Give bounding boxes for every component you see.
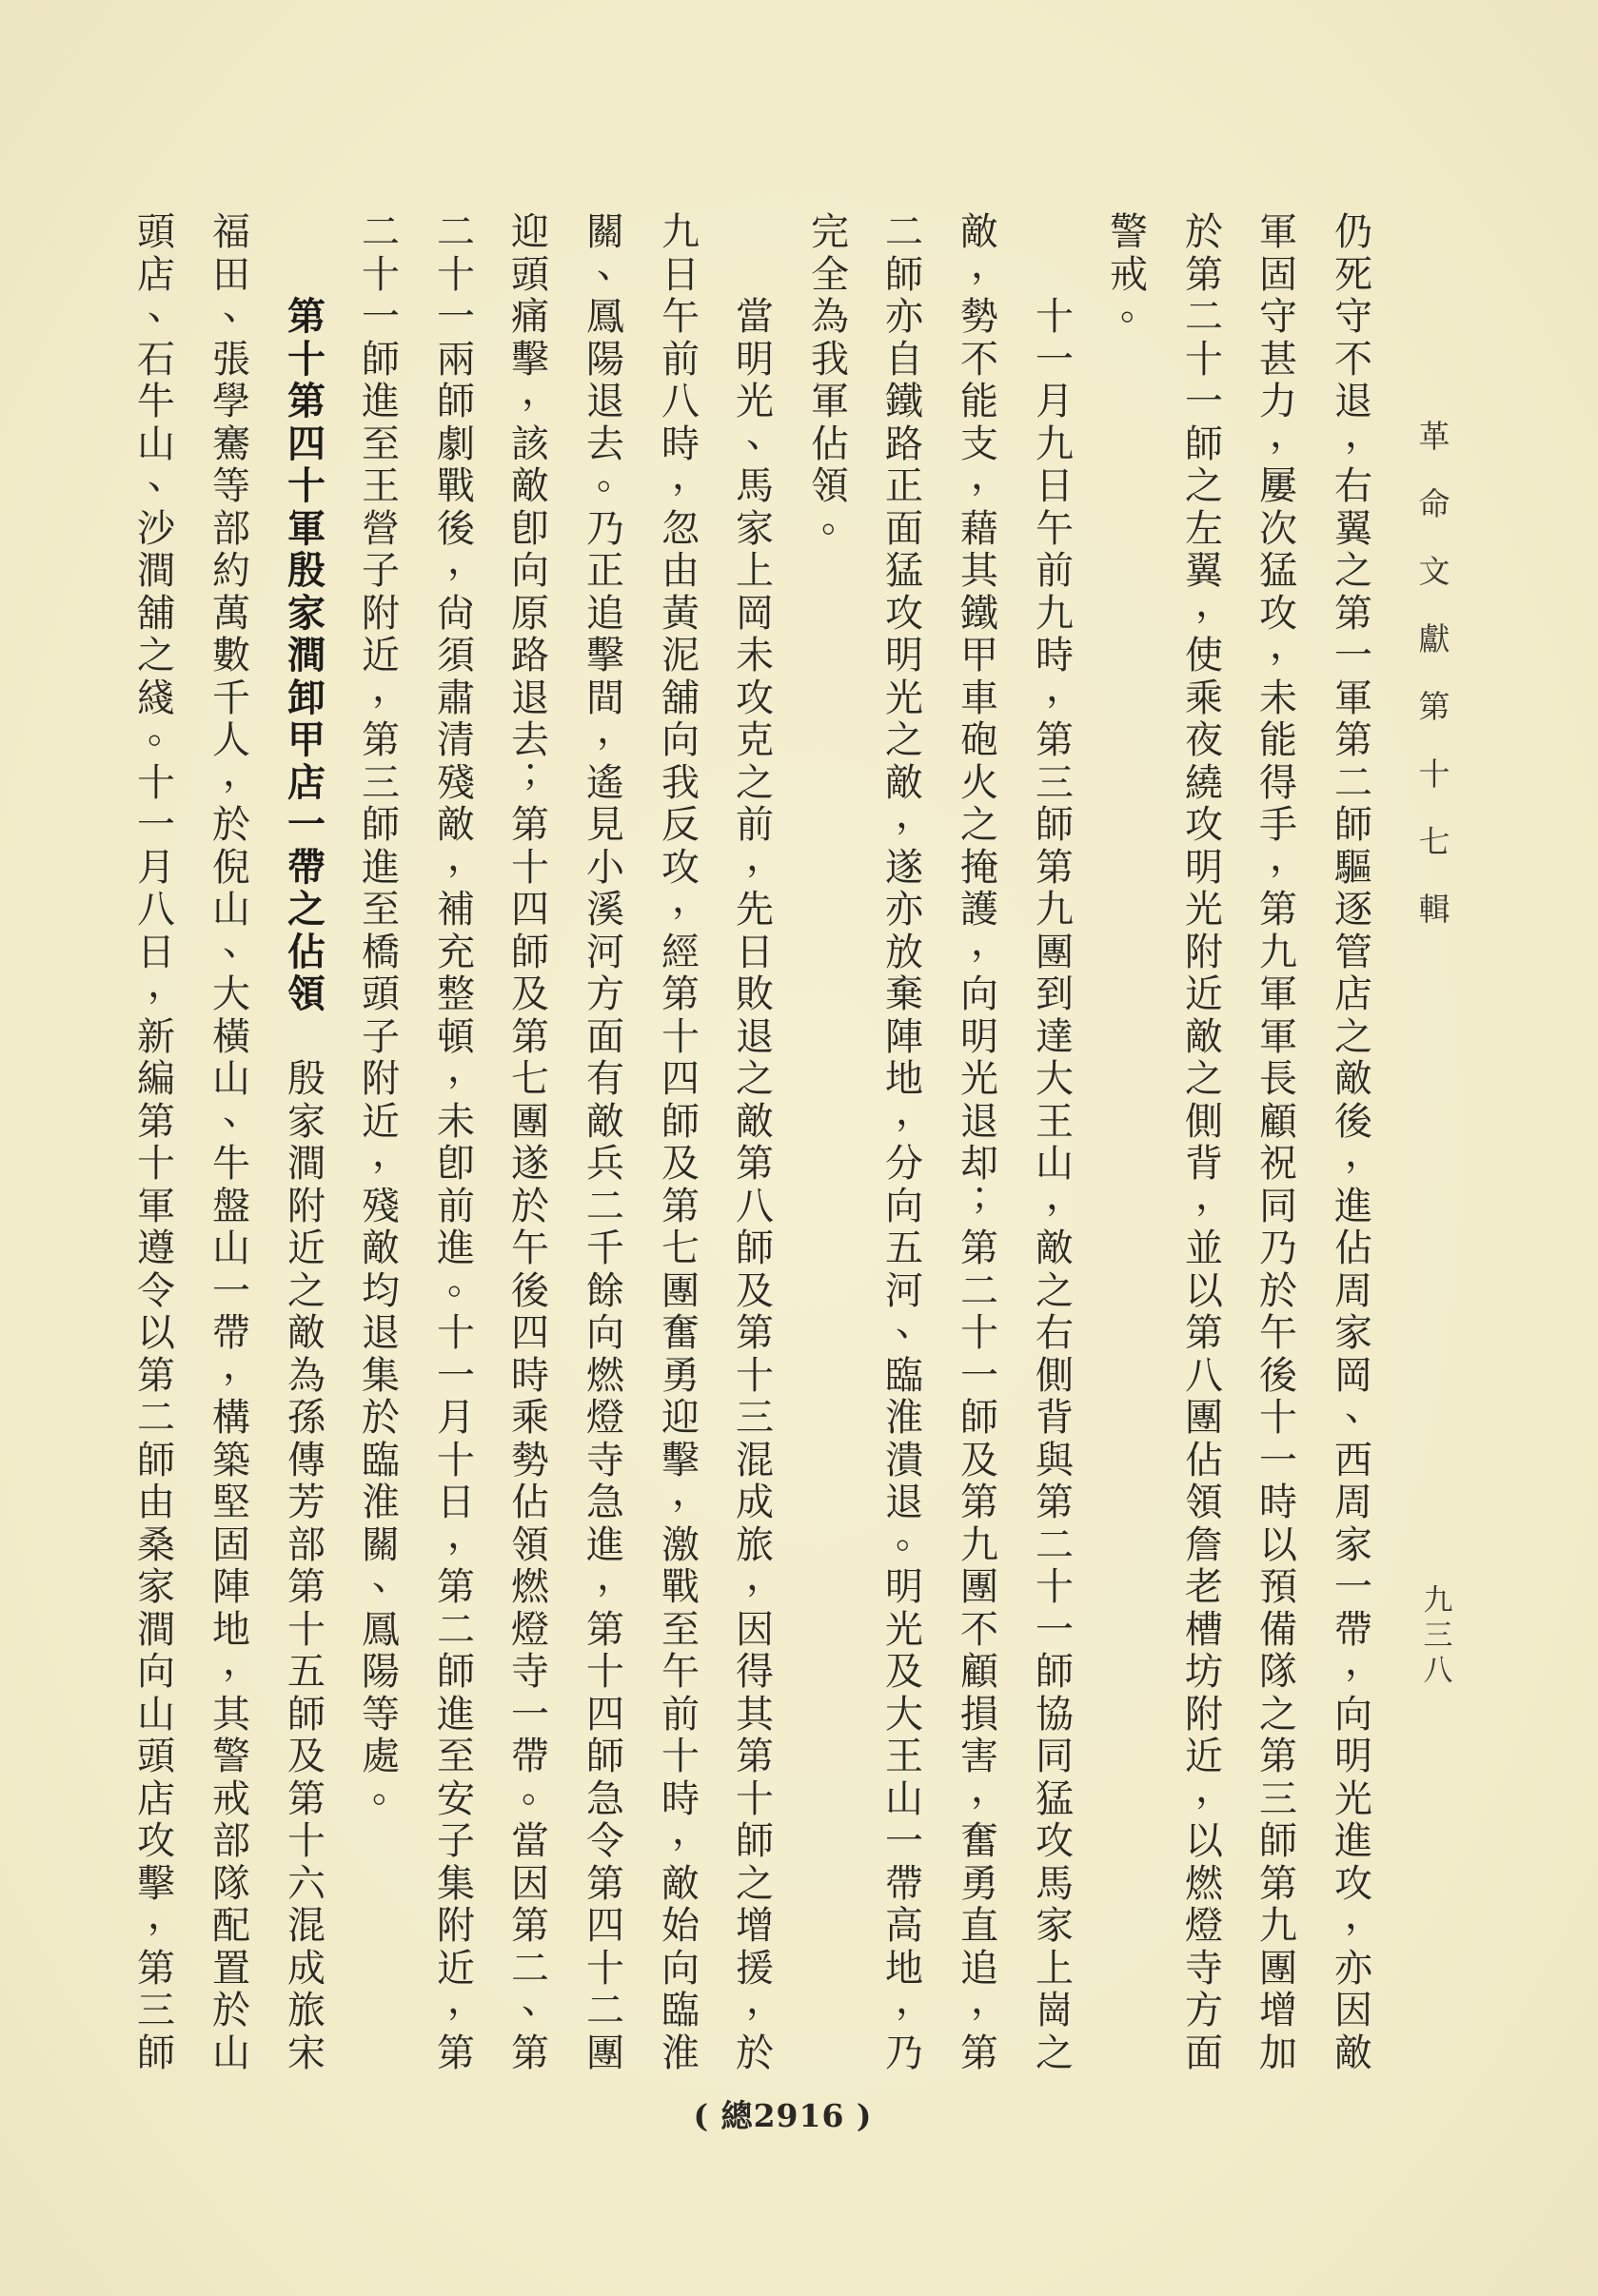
page-number: [1422, 1583, 1454, 1689]
paragraph-start-text: 十 一 月 九 日 午 前 九 時 ， 第 三 師 第 九 團 到 達 大 王 山 ， 敵 之 右 側 背 與 第 二 十 一 師 協 同 猛 攻 馬 家 上 崗 之: [1036, 295, 1084, 2075]
column-text: 頭 店 、 石 牛 山 、 沙 澗 舖 之 綫 。 十 一 月 八 日 ， 新 編 第 十 軍 遵 令 以 第 二 師 由 桑 家 澗 向 山 頭 店 攻 擊 ， 第 三 師: [137, 210, 186, 2075]
total-page-number: ( 總2916 ): [693, 2097, 873, 2134]
column-text: 仍 死 守 不 退 ， 右 翼 之 第 一 軍 第 二 師 驅 逐 管 店 之 敵 後 ， 進 佔 周 家 岡 、 西 周 家 一 帶 ， 向 明 光 進 攻 ， 亦 因 敵: [1334, 210, 1383, 2075]
text-column-6: [958, 210, 1009, 2075]
book-title: 革 命 文 獻 第 十 七 輯: [1418, 418, 1450, 928]
section-heading: 第 十 第 四 十 軍 殷 家 澗 卸 甲 店 一 帶 之 佔 領: [287, 294, 326, 1017]
text-column-8: [809, 210, 859, 550]
text-column-16: [210, 210, 261, 2075]
column-text: 軍 固 守 甚 力 ， 屢 次 猛 攻 ， 未 能 得 手 ， 第 九 軍 軍 長 顧 祝 同 乃 於 午 後 十 一 時 以 預 備 隊 之 第 三 師 第 九 團 增 加: [1259, 210, 1308, 2075]
total-page-footer: [0, 2091, 1598, 2136]
column-text: 敵 ， 勢 不 能 支 ， 藉 其 鐵 甲 車 砲 火 之 掩 護 ， 向 明 光 退 却 ； 第 二 十 一 師 及 第 九 團 不 顧 損 害 ， 奮 勇 直 追 ， 第: [960, 210, 1009, 2075]
text-column-15: [286, 211, 327, 2074]
text-column-14: [360, 210, 410, 1820]
column-text: 迎 頭 痛 擊 ， 該 敵 卽 向 原 路 退 去 ； 第 十 四 師 及 第 七 團 遂 於 午 後 四 時 乘 勢 佔 領 燃 燈 寺 一 帶 。 當 因 第 二 、 第: [511, 210, 560, 2075]
text-column-7: [883, 210, 934, 2075]
column-text: 警 戒 。: [1110, 210, 1158, 329]
paragraph-start-text: 當 明 光 、 馬 家 上 岡 未 攻 克 之 前 ， 先 日 敗 退 之 敵 第 八 師 及 第 十 三 混 成 旅 ， 因 得 其 第 十 師 之 增 援 ， 於: [736, 295, 784, 2075]
text-column-5: [1034, 211, 1084, 2075]
text-column-12: [509, 210, 560, 2075]
column-text: 二 師 亦 自 鐵 路 正 面 猛 攻 明 光 之 敵 ， 遂 亦 放 棄 陣 地 ， 分 向 五 河 、 臨 淮 潰 退 。 明 光 及 大 王 山 一 帶 高 地 ， 乃: [885, 210, 934, 2075]
column-text: 於 第 二 十 一 師 之 左 翼 ， 使 乘 夜 繞 攻 明 光 附 近 敵 之 側 背 ， 並 以 第 八 團 佔 領 詹 老 槽 坊 附 近 ， 以 燃 燈 寺 方 面: [1185, 210, 1233, 2075]
text-column-10: [660, 210, 710, 2075]
column-text: 九 日 午 前 八 時 ， 忽 由 黃 泥 舖 向 我 反 攻 ， 經 第 十 四 師 及 第 七 團 奮 勇 迎 擊 ， 激 戰 至 午 前 十 時 ， 敵 始 向 臨 淮: [661, 210, 710, 2075]
page-number-text: 九 三 八: [1423, 1583, 1453, 1688]
running-header: [1418, 402, 1450, 943]
column-text: 福 田 、 張 學 騫 等 部 約 萬 數 千 人 ， 於 倪 山 、 大 橫 山 、 牛 盤 山 一 帶 ， 構 築 堅 固 陣 地 ， 其 警 戒 部 隊 配 置 於 山: [212, 210, 261, 2075]
column-text: 二 十 一 兩 師 劇 戰 後 ， 尙 須 肅 清 殘 敵 ， 補 充 整 頓 ， 未 卽 前 進 。 十 一 月 十 日 ， 第 二 師 進 至 安 子 集 附 近 ， 第: [437, 210, 485, 2075]
column-text: 二 十 一 師 進 至 王 營 子 附 近 ， 第 三 師 進 至 橋 頭 子 附 近 ， 殘 敵 均 退 集 於 臨 淮 關 、 鳳 陽 等 處 。: [362, 210, 410, 1811]
text-column-1: [1332, 210, 1383, 2075]
text-column-9: [734, 211, 784, 2075]
column-text: 關 、 鳳 陽 退 去 。 乃 正 追 擊 間 ， 遙 見 小 溪 河 方 面 有 敵 兵 二 千 餘 向 燃 燈 寺 急 進 ， 第 十 四 師 急 令 第 四 十 二 團: [586, 210, 635, 2075]
text-column-17: [135, 210, 186, 2075]
text-column-4: [1108, 210, 1158, 339]
column-text: 完 全 為 我 軍 佔 領 。: [811, 210, 859, 540]
paragraph-start-text: 殷 家 澗 附 近 之 敵 為 孫 傳 芳 部 第 十 五 師 及 第 十 六 混 成 旅 宋: [287, 1057, 326, 2075]
text-column-13: [435, 210, 485, 2075]
text-column-3: [1183, 210, 1233, 2075]
text-column-2: [1257, 210, 1308, 2075]
text-column-11: [584, 210, 635, 2075]
